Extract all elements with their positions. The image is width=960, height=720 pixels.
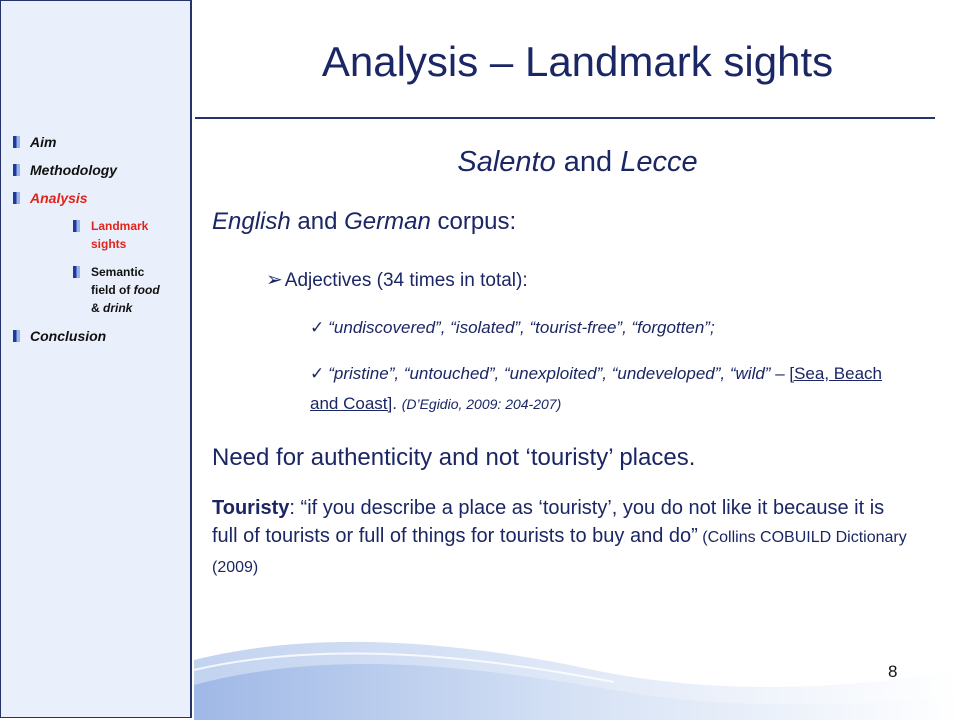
sidebar-nav bbox=[13, 133, 188, 355]
adjectives-bullet: ➢ Adjectives (34 times in total): bbox=[266, 269, 528, 291]
nav-item-methodology[interactable]: Methodology bbox=[13, 161, 188, 179]
checkmark-icon: ✓ bbox=[310, 364, 325, 383]
bullet-icon bbox=[13, 330, 20, 342]
bullet-icon bbox=[13, 192, 20, 204]
page-number: 8 bbox=[888, 662, 898, 681]
authenticity-statement: Need for authenticity and not ‘touristy’ places. bbox=[212, 444, 696, 471]
decorative-wave bbox=[194, 600, 960, 720]
arrow-bullet-icon: ➢ bbox=[266, 269, 283, 291]
nav-item-analysis[interactable]: Analysis bbox=[13, 189, 188, 207]
bullet-icon bbox=[73, 266, 80, 278]
bullet-icon bbox=[13, 164, 20, 176]
touristy-definition: Touristy: “if you describe a place as ‘touristy’, you do not like it because it is full of tourists or full of things for tourists to buy and do” (Collins COBUILD Dictionary (2009) bbox=[212, 497, 907, 576]
bullet-icon bbox=[13, 136, 20, 148]
sidebar bbox=[0, 0, 192, 718]
title-divider bbox=[195, 117, 935, 119]
slide-subtitle: Salento and Lecce bbox=[457, 146, 698, 178]
checkmark-icon: ✓ bbox=[310, 318, 325, 337]
adjective-list-1: ✓ “undiscovered”, “isolated”, “tourist-free”, “forgotten”; bbox=[310, 318, 715, 337]
corpus-heading: English and German corpus: bbox=[212, 208, 517, 235]
nav-subitem-semantic-field[interactable]: Semantic field of food & drink bbox=[73, 263, 169, 317]
nav-subitem-landmark-sights[interactable]: Landmark sights bbox=[73, 217, 169, 253]
slide-title: Analysis – Landmark sights bbox=[321, 38, 834, 85]
nav-item-aim[interactable]: Aim bbox=[13, 133, 188, 151]
bullet-icon bbox=[73, 220, 80, 232]
nav-item-conclusion[interactable]: Conclusion bbox=[13, 327, 188, 345]
adjective-list-2: ✓ “pristine”, “untouched”, “unexploited”, “undeveloped”, “wild” – [Sea, Beach and Coast]. (D’Egidio, 2009: 204-207) bbox=[310, 364, 882, 413]
